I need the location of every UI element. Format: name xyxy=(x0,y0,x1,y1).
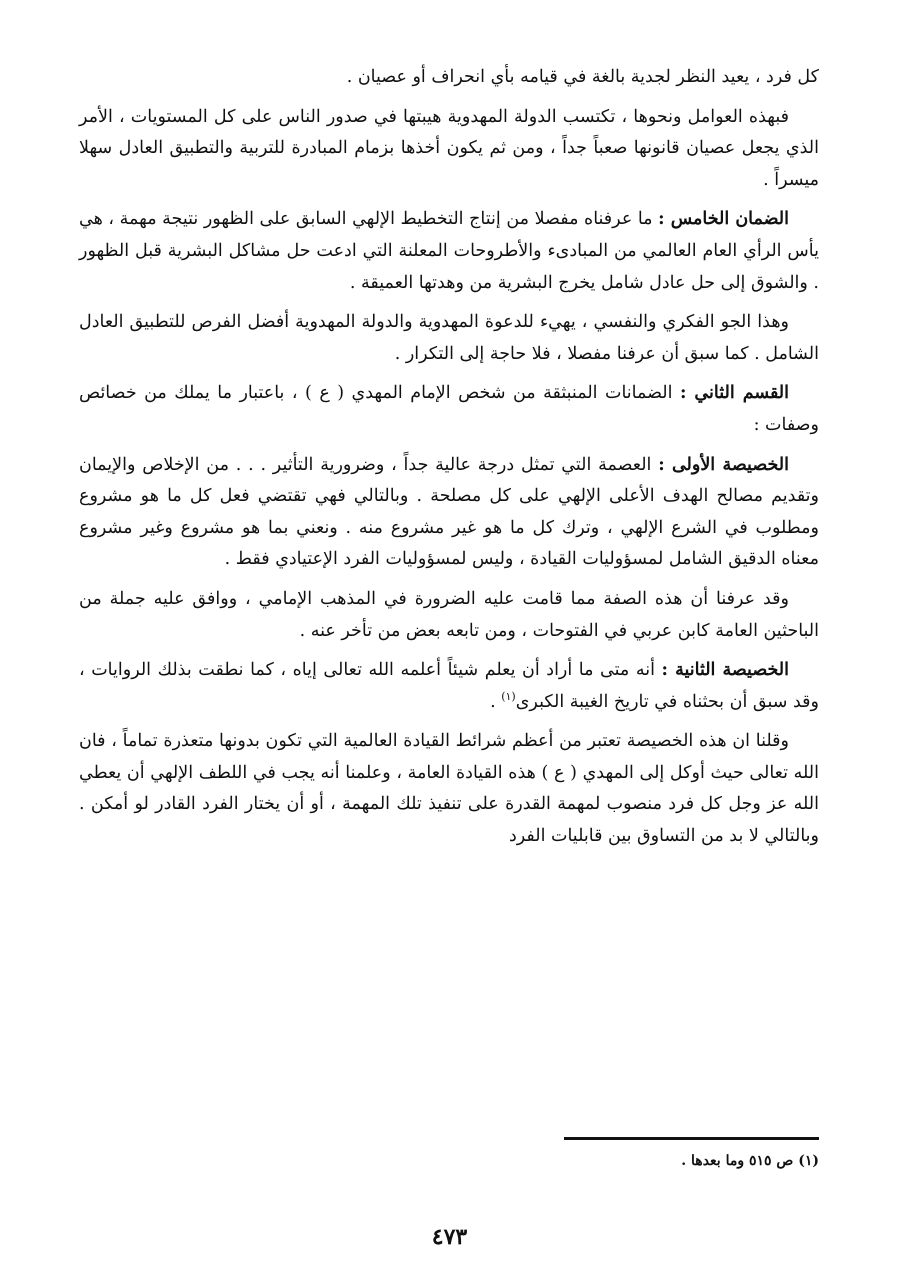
paragraph-9 xyxy=(79,726,819,852)
paragraph-2-text: فبهذه العوامل ونحوها ، تكتسب الدولة المهدوية هيبتها في صدور الناس على كل المستويات ، الأمر الذي يجعل عصيان قانونها صعباً جداً ، ومن ثم يكون أخذها بزمام المبادرة للتربية والتطبيق العادل سهلا ميسراً . xyxy=(79,106,819,190)
footnote: (١) ص ٥١٥ وما بعدها . xyxy=(681,1153,819,1169)
paragraph-5 xyxy=(79,378,819,441)
paragraph-8-heading: الخصيصة الثانية : xyxy=(661,660,790,681)
page-number: ٤٧٣ xyxy=(431,1224,468,1250)
footnote-marker: (١) xyxy=(501,689,516,703)
paragraph-4 xyxy=(79,307,819,370)
paragraph-6-heading: الخصيصة الأولى : xyxy=(658,454,789,475)
paragraph-6 xyxy=(79,450,819,576)
paragraph-3-text: ما عرفناه مفصلا من إنتاج التخطيط الإلهي السابق على الظهور نتيجة مهمة ، هي يأس الرأي العام العالمي من المبادىء والأطروحات المعلنة التي ادعت حل مشاكل البشرية قبل الظهور . والشوق إلى حل عادل شامل يخرج البشرية من وهدتها العميقة . xyxy=(79,209,819,293)
paragraph-5-heading: القسم الثاني : xyxy=(679,383,789,404)
paragraph-1-text: كل فرد ، يعيد النظر لجدية بالغة في قيامه بأي انحراف أو عصيان . xyxy=(346,67,819,87)
paragraph-3 xyxy=(79,204,819,299)
paragraph-1 xyxy=(79,62,819,94)
paragraph-7 xyxy=(79,584,819,647)
paragraph-9-text: وقلنا ان هذه الخصيصة تعتبر من أعظم شرائط القيادة العالمية التي تكون بدونها متعذرة تماماً ، فان الله تعالى حيث أوكل إلى المهدي ( ع ) هذه القيادة العامة ، وعلمنا أنه يجب في اللطف الإلهي أن يعطي الله عز وجل كل فرد منصوب لمهمة القدرة على تنفيذ تلك المهمة ، أو أن يختار الفرد القادر لو أمكن . وبالتالي لا بد من التساوق بين قابليات الفرد xyxy=(79,731,819,847)
paragraph-3-heading: الضمان الخامس : xyxy=(658,209,789,230)
main-text xyxy=(79,62,819,861)
paragraph-5-text: الضمانات المنبثقة من شخص الإمام المهدي ( ع ) ، باعتبار ما يملك من خصائص وصفات : xyxy=(79,383,819,435)
paragraph-8 xyxy=(79,655,819,718)
paragraph-8-end: . xyxy=(490,691,502,712)
footnote-divider xyxy=(564,1137,819,1140)
paragraph-7-text: وقد عرفنا أن هذه الصفة مما قامت عليه الضرورة في المذهب الإمامي ، ووافق عليه جملة من الباحثين العامة كابن عربي في الفتوحات ، ومن تابعه بعض من تأخر عنه . xyxy=(79,588,819,641)
paragraph-2 xyxy=(79,102,819,197)
paragraph-6-text: العصمة التي تمثل درجة عالية جداً ، وضرورية التأثير . . . من الإخلاص والإيمان وتقديم مصالح الهدف الأعلى الإلهي على كل مصلحة . وبالتالي فهي تقتضي فعل كل ما هو مشروع ومطلوب في الشرع الإلهي ، وترك كل ما هو غير مشروع منه . ونعني بما هو مشروع وغير مشروع معناه الدقيق الشامل لمسؤوليات القيادة ، وليس لمسؤوليات الفرد الإعتيادي فقط . xyxy=(79,454,819,570)
paragraph-4-text: وهذا الجو الفكري والنفسي ، يهيء للدعوة المهدوية والدولة المهدوية أفضل الفرص للتطبيق العادل الشامل . كما سبق أن عرفنا مفصلا ، فلا حاجة إلى التكرار . xyxy=(79,312,819,364)
paragraph-8-text: أنه متى ما أراد أن يعلم شيئاً أعلمه الله تعالى إياه ، كما نطقت بذلك الروايات ، وقد سبق أن بحثناه في تاريخ الغيبة الكبرى xyxy=(79,660,819,712)
